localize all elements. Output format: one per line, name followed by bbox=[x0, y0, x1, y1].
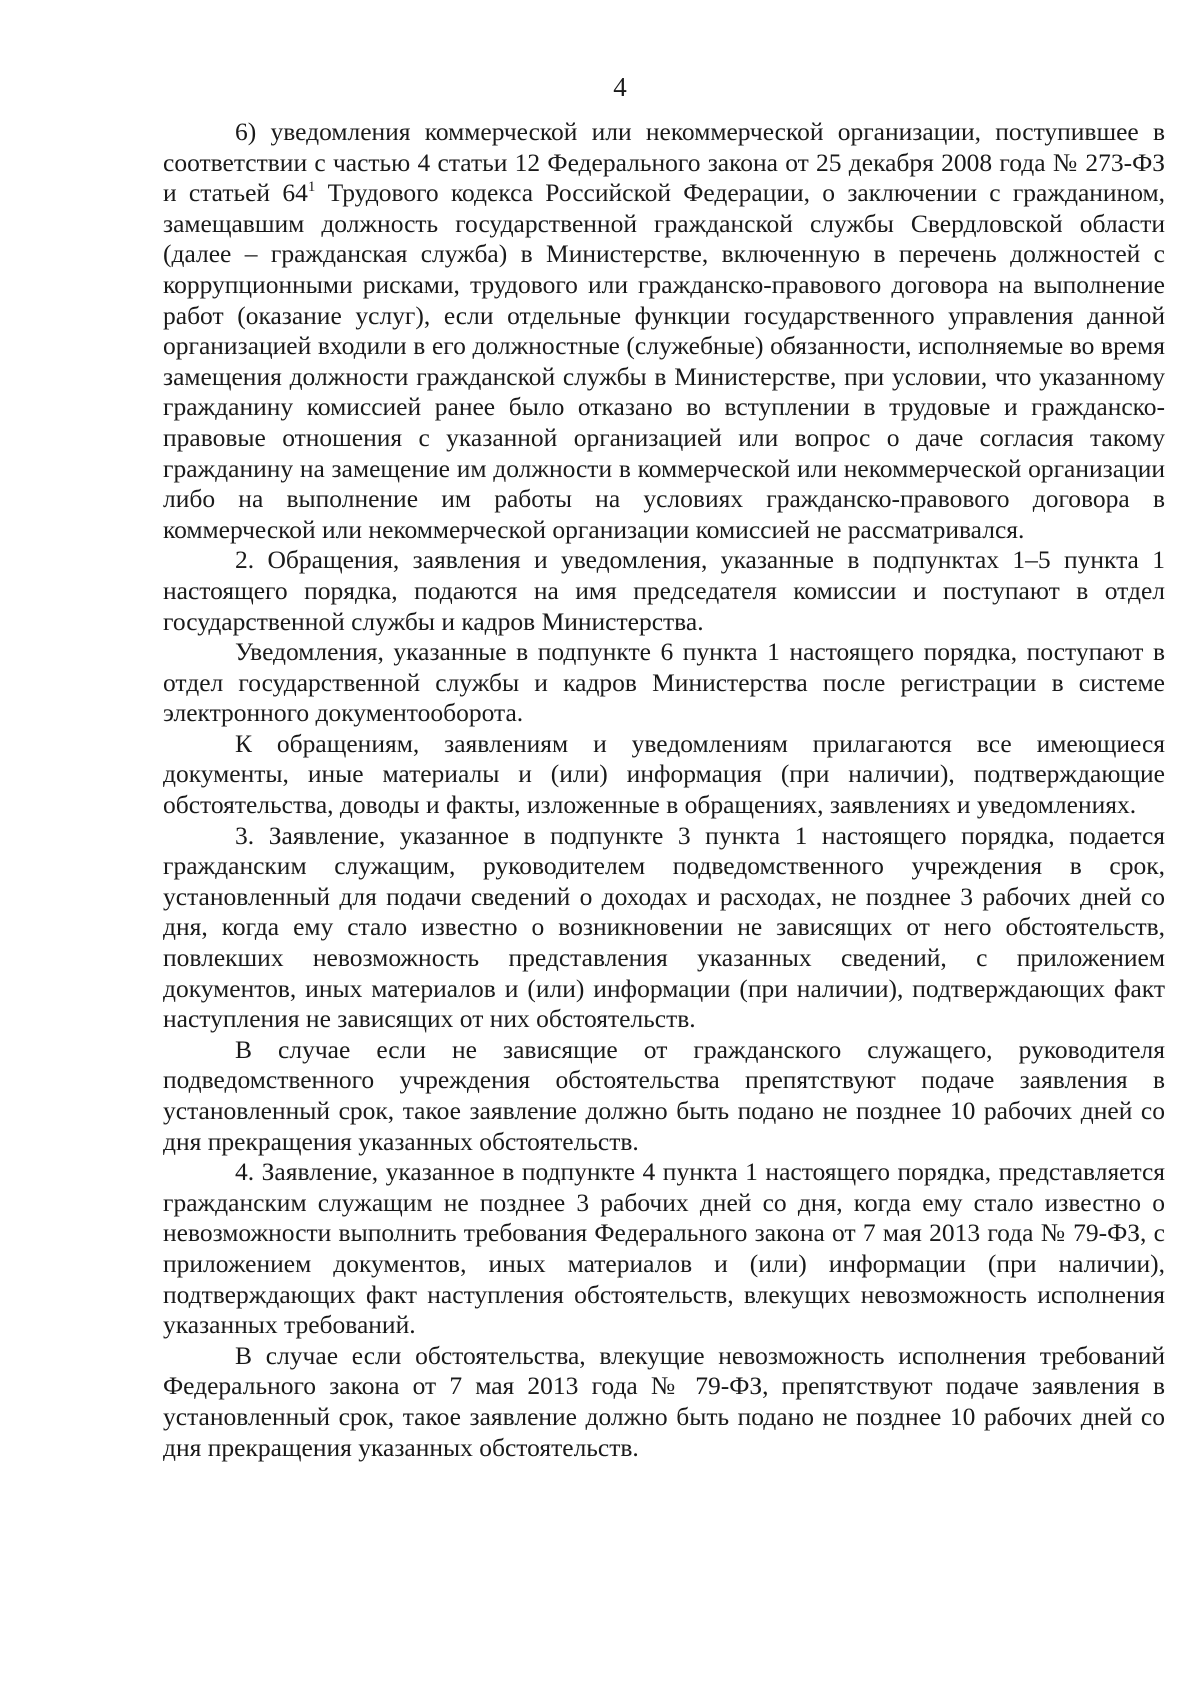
paragraph-notifications: Уведомления, указанные в подпункте 6 пункта 1 настоящего порядка, поступают в отдел государственной службы и кадров Министерства после регистрации в системе электронного документооборота. bbox=[163, 637, 1165, 728]
paragraph-clause-3: 3. Заявление, указанное в подпункте 3 пункта 1 настоящего порядка, подается гражданским служащим, руководителем подведомственного учреждения в срок, установленный для подачи сведений о доходах и расходах, не позднее 3 рабочих дней со дня, когда ему стало известно о возникновении не зависящих от него обстоятельств, повлекших невозможность представления указанных сведений, с приложением документов, иных материалов и (или) информации (при наличии), подтверждающих факт наступления не зависящих от них обстоятельств. bbox=[163, 820, 1165, 1034]
paragraph-attachments: К обращениям, заявлениям и уведомлениям прилагаются все имеющиеся документы, иные материалы и (или) информация (при наличии), подтверждающие обстоятельства, доводы и факты, изложенные в обращениях, заявлениях и уведомлениях. bbox=[163, 728, 1165, 820]
paragraph-clause-3-exception: В случае если не зависящие от гражданского служащего, руководителя подведомственного учреждения обстоятельства препятствуют подаче заявления в установленный срок, такое заявление должно быть подано не позднее 10 рабочих дней со дня прекращения указанных обстоятельств. bbox=[163, 1034, 1165, 1156]
paragraph-clause-4-exception: В случае если обстоятельства, влекущие невозможность исполнения требований Федерального закона от 7 мая 2013 года № 79-ФЗ, препятствуют подаче заявления в установленный срок, такое заявление должно быть подано не позднее 10 рабочих дней со дня прекращения указанных обстоятельств. bbox=[163, 1340, 1165, 1462]
document-body bbox=[163, 117, 1165, 1463]
paragraph-clause-2: 2. Обращения, заявления и уведомления, указанные в подпунктах 1–5 пункта 1 настоящего порядка, подаются на имя председателя комиссии и поступают в отдел государственной службы и кадров Министерства. bbox=[163, 545, 1165, 636]
paragraph-clause-4: 4. Заявление, указанное в подпункте 4 пункта 1 настоящего порядка, представляется гражданским служащим не позднее 3 рабочих дней со дня, когда ему стало известно о невозможности выполнить требования Федерального закона от 7 мая 2013 года № 79-ФЗ, с приложением документов, иных материалов и (или) информации (при наличии), подтверждающих факт наступления обстоятельств, влекущих невозможность исполнения указанных требований. bbox=[163, 1157, 1165, 1340]
page-number: 4 bbox=[613, 72, 627, 102]
paragraph-text: 6) уведомления коммерческой или некоммерческой организации, поступившее в соответствии с частью 4 статьи 12 Федерального закона от 25 декабря 2008 года № 273-ФЗ и статьей 64 bbox=[163, 117, 1165, 208]
paragraph-text: Трудового кодекса Российской Федерации, о заключении с гражданином, замещавшим должность государственной гражданской службы Свердловской области (далее – гражданская служба) в Министерстве, включенную в перечень должностей с коррупционными рисками, трудового или гражданско-правового договора на выполнение работ (оказание услуг), если отдельные функции государственного управления данной организацией входили в его должностные (служебные) обязанности, исполняемые во время замещения должности гражданской службы в Министерстве, при условии, что указанному гражданину комиссией ранее было отказано во вступлении в трудовые и гражданско-правовые отношения с указанной организацией или вопрос о даче согласия такому гражданину на замещение им должности в коммерческой или некоммерческой организации либо на выполнение им работы на условиях гражданско-правового договора в коммерческой или некоммерческой организации комиссией не рассматривался. bbox=[163, 178, 1165, 544]
paragraph-item-6 bbox=[163, 117, 1165, 545]
superscript: 1 bbox=[307, 179, 316, 196]
